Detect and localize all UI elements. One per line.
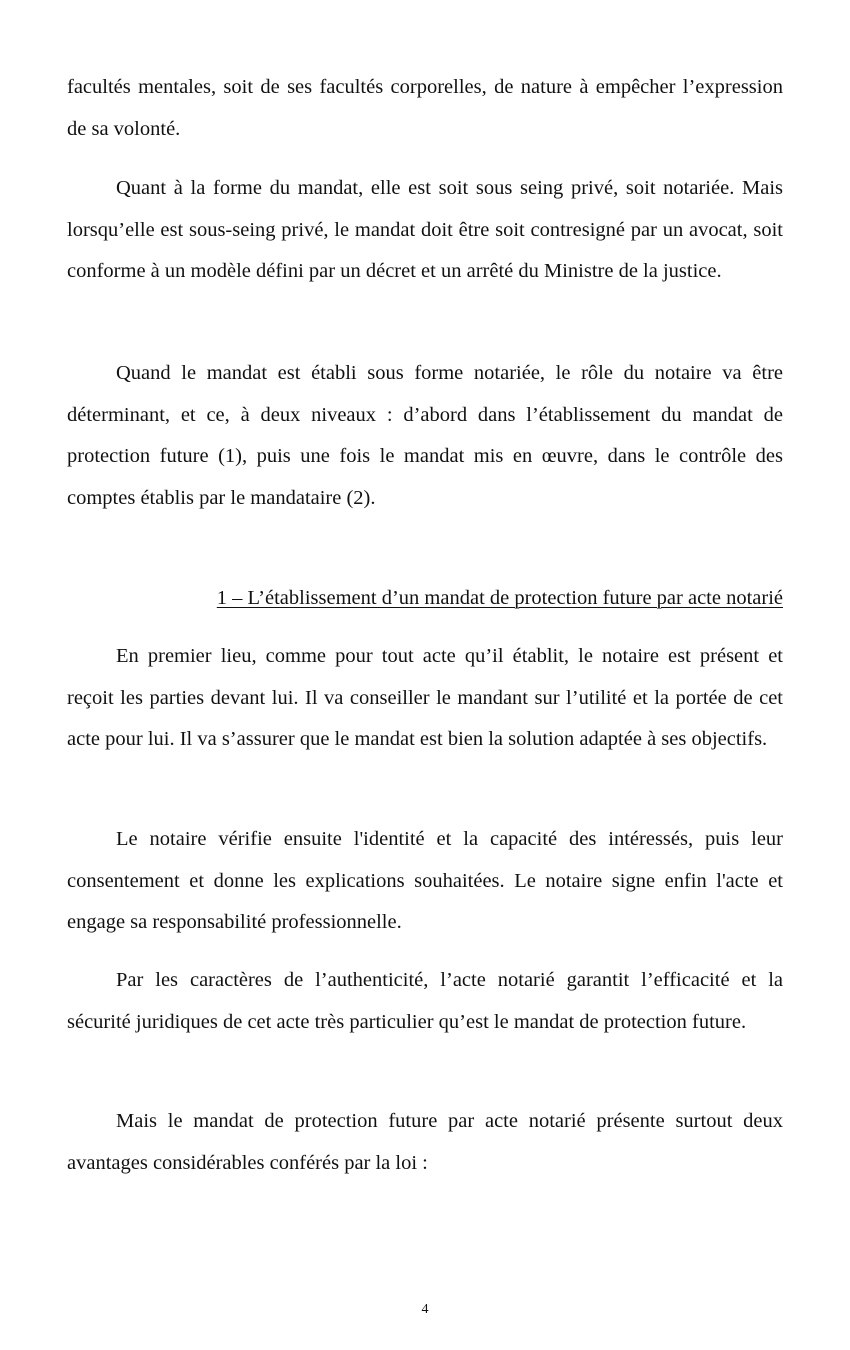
paragraph-advantages: Mais le mandat de protection future par acte notarié présente surtout deux avantages considérables conférés par la loi : [67,1110,783,1174]
paragraph-mandate-form: Quant à la forme du mandat, elle est soit sous seing privé, soit notariée. Mais lorsqu’elle est sous-seing privé, le mandat doit être soit contresigné par un avocat, soit conforme à un modèle défini par un décret et un arrêté du Ministre de la justice. [67,177,783,282]
section-heading [67,578,783,620]
paragraph-authenticity: Par les caractères de l’authenticité, l’acte notarié garantit l’efficacité et la sécurité juridiques de cet acte très particulier qu’est le mandat de protection future. [67,969,783,1033]
paragraph-notary-role: Quand le mandat est établi sous forme notariée, le rôle du notaire va être déterminant, et ce, à deux niveaux : d’abord dans l’établissement du mandat de protection future (1), puis une fois le mandat mis en œuvre, dans le contrôle des comptes établis par le mandataire (2). [67,362,783,509]
paragraph-first-place: En premier lieu, comme pour tout acte qu’il établit, le notaire est présent et reçoit les parties devant lui. Il va conseiller le mandant sur l’utilité et la portée de cet acte pour lui. Il va s’assurer que le mandat est bien la solution adaptée à ses objectifs. [67,645,783,750]
paragraph-verification: Le notaire vérifie ensuite l'identité et la capacité des intéressés, puis leur consentement et donne les explications souhaitées. Le notaire signe enfin l'acte et engage sa responsabilité professionnelle. [67,828,783,933]
section-heading-text: 1 – L’établissement d’un mandat de protection future par acte notarié [216,587,783,609]
paragraph-continuation: facultés mentales, soit de ses facultés corporelles, de nature à empêcher l’expression de sa volonté. [67,76,783,140]
page-number: 4 [421,1302,429,1317]
